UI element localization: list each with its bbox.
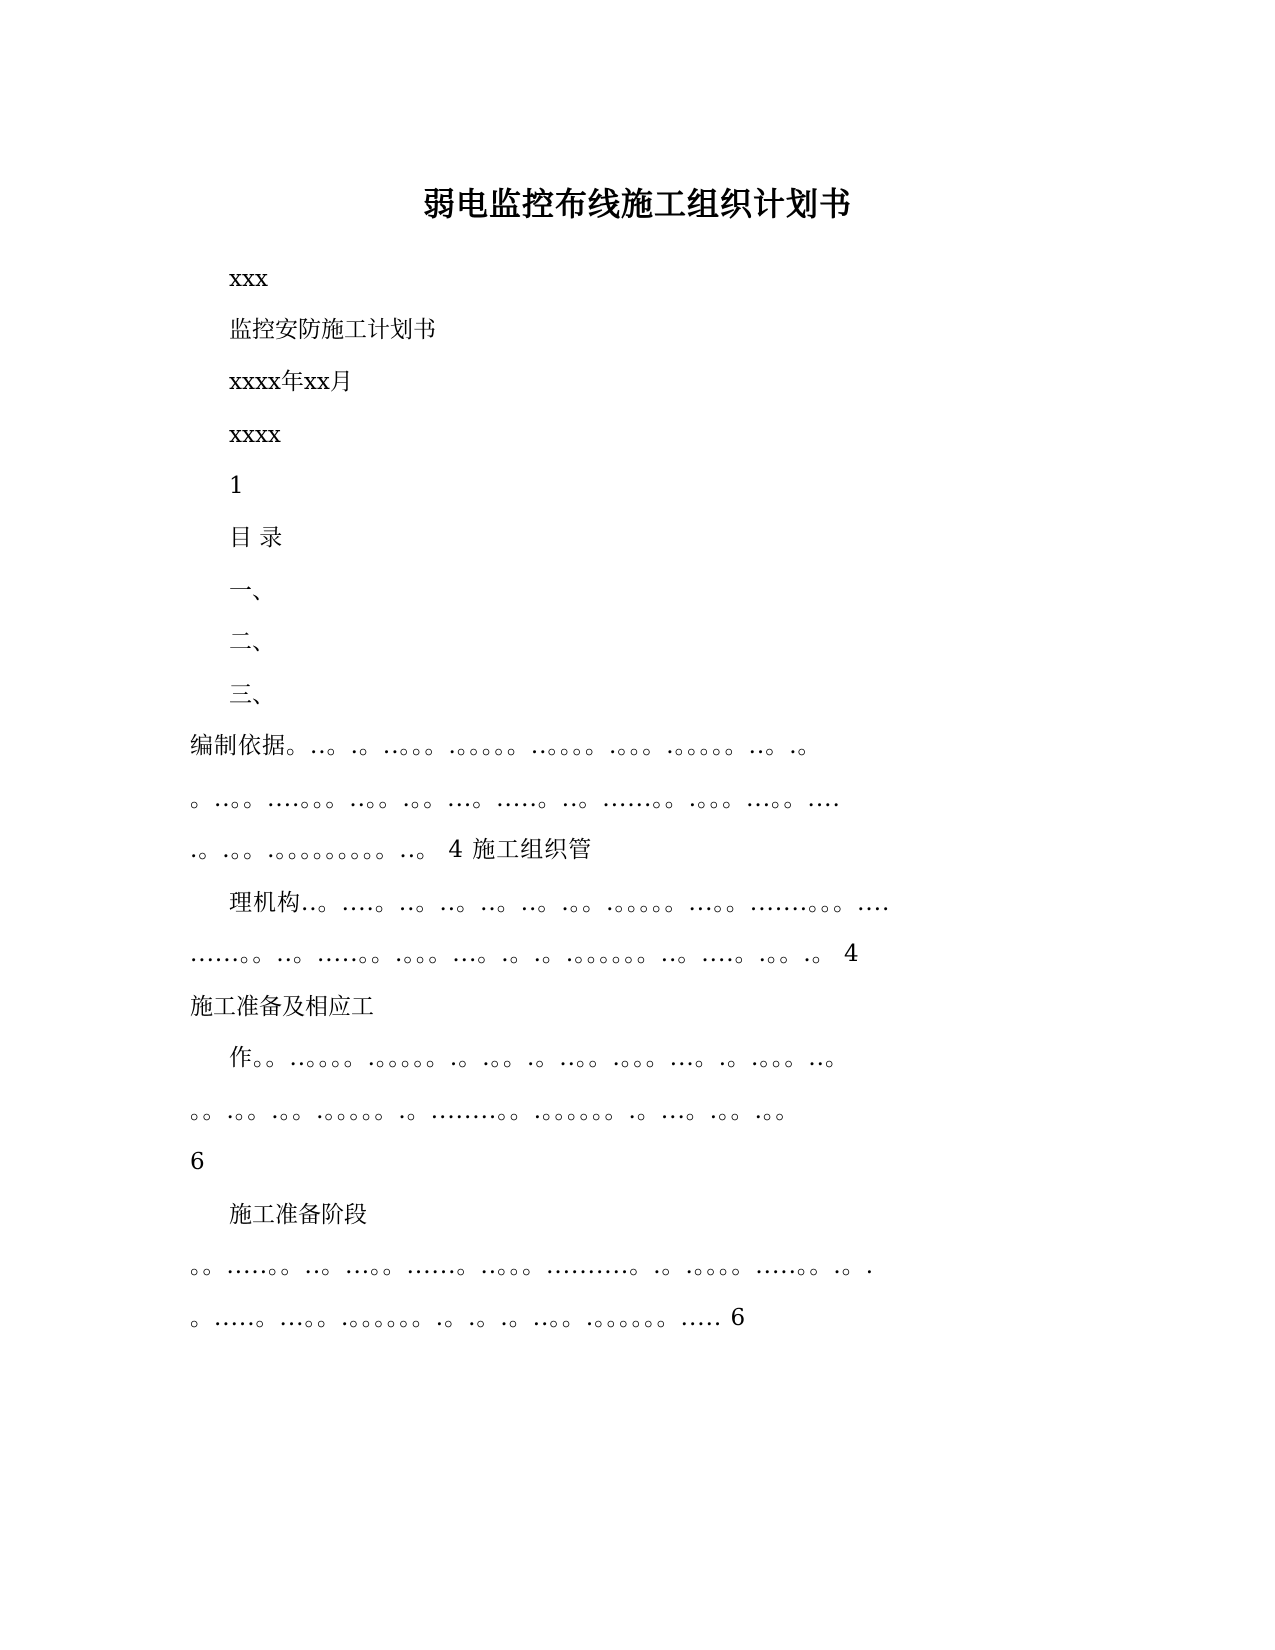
toc-entry-line: 施工准备及相应工 — [190, 994, 374, 1020]
header-line-date: xxxx年xx月 — [229, 369, 353, 395]
toc-entry-line: .。.。。.。。。。。。。。。..。 4 施工组织管 — [190, 837, 593, 863]
toc-entry-line: 理机构..。....。..。..。..。..。.。。.。。。。。...。。.......。。。.... — [229, 890, 891, 916]
toc-entry-line: 。.....。...。。.。。。。。。.。.。.。..。。.。。。。。。..... 6 — [190, 1305, 747, 1331]
toc-entry-line: 。..。。....。。。..。。.。。...。.....。..。......。。.。。。...。。.... — [190, 786, 841, 812]
toc-page-number: 6 — [190, 1149, 205, 1175]
toc-entry-line: 。。.。。.。。.。。。。。.。........。。.。。。。。。.。...。.。。.。。 — [190, 1098, 800, 1124]
toc-heading: 目 录 — [229, 525, 283, 551]
page-number: 1 — [229, 473, 244, 499]
toc-entry-line: 作。。..。。。。.。。。。。.。.。。.。..。。.。。。...。.。.。。。..。 — [229, 1045, 849, 1071]
header-line-company: xxx — [229, 266, 268, 292]
toc-entry-line: ......。。..。.....。。.。。。...。.。.。.。。。。。。..。....。.。。.。 4 — [190, 941, 860, 967]
header-line-plan-name: 监控安防施工计划书 — [229, 317, 436, 343]
toc-entry-line: 施工准备阶段 — [229, 1202, 367, 1228]
header-line-code: xxxx — [229, 422, 281, 448]
toc-entry-line: 。。.....。。..。...。。......。..。。。..........。.。.。。。。.....。。.。. — [190, 1253, 875, 1279]
toc-section-one: 一、 — [229, 578, 275, 604]
document-title: 弱电监控布线施工组织计划书 — [422, 185, 852, 223]
toc-entry-line: 编制依据。..。.。..。。。.。。。。。..。。。。.。。。.。。。。。..。.。 — [190, 733, 822, 759]
toc-section-three: 三、 — [229, 682, 275, 708]
toc-section-two: 二、 — [229, 629, 275, 655]
